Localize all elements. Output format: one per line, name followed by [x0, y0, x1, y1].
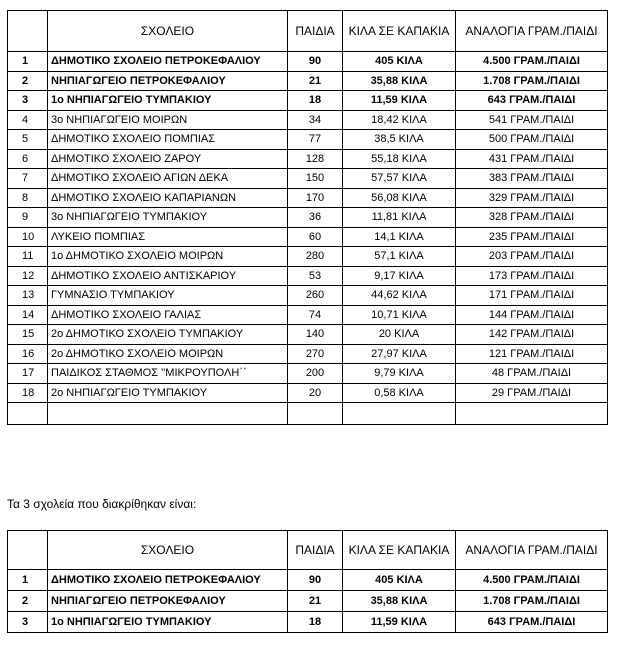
row-number: 13	[8, 286, 48, 306]
school-name: ΔΗΜΟΤΙΚΟ ΣΧΟΛΕΙΟ ΑΓΙΩΝ ΔΕΚΑ	[48, 169, 288, 189]
kilos-value: 9,79 ΚΙΛΑ	[343, 364, 456, 384]
children-count: 18	[288, 612, 343, 633]
table-row	[8, 52, 608, 72]
children-count: 21	[288, 71, 343, 91]
table-row	[8, 247, 608, 267]
school-name: ΔΗΜΟΤΙΚΟ ΣΧΟΛΕΙΟ ΓΑΛΙΑΣ	[48, 305, 288, 325]
table-row	[8, 169, 608, 189]
school-name: ΝΗΠΙΑΓΩΓΕΙΟ ΠΕΤΡΟΚΕΦΑΛΙΟΥ	[48, 591, 288, 612]
kilos-value: 35,88 ΚΙΛΑ	[343, 591, 456, 612]
row-number: 16	[8, 344, 48, 364]
header-school: ΣΧΟΛΕΙΟ	[48, 531, 288, 570]
children-count: 74	[288, 305, 343, 325]
ratio-value: 203 ΓΡΑΜ./ΠΑΙΔΙ	[456, 247, 608, 267]
empty-cell	[48, 403, 288, 425]
school-name: 3ο ΝΗΠΙΑΓΩΓΕΙΟ ΤΥΜΠΑΚΙΟΥ	[48, 208, 288, 228]
ratio-value: 1.708 ΓΡΑΜ./ΠΑΙΔΙ	[456, 71, 608, 91]
ratio-value: 541 ΓΡΑΜ./ΠΑΙΔΙ	[456, 110, 608, 130]
table-row	[8, 344, 608, 364]
ratio-value: 144 ΓΡΑΜ./ΠΑΙΔΙ	[456, 305, 608, 325]
table-row	[8, 208, 608, 228]
row-number: 2	[8, 71, 48, 91]
table-row	[8, 91, 608, 111]
school-name: ΔΗΜΟΤΙΚΟ ΣΧΟΛΕΙΟ ΑΝΤΙΣΚΑΡΙΟΥ	[48, 266, 288, 286]
children-count: 260	[288, 286, 343, 306]
school-name: 2ο ΝΗΠΙΑΓΩΓΕΙΟ ΤΥΜΠΑΚΙΟΥ	[48, 383, 288, 403]
school-name: 2ο ΔΗΜΟΤΙΚΟ ΣΧΟΛΕΙΟ ΤΥΜΠΑΚΙΟΥ	[48, 325, 288, 345]
ratio-value: 643 ΓΡΑΜ./ΠΑΙΔΙ	[456, 91, 608, 111]
ratio-value: 4.500 ΓΡΑΜ./ΠΑΙΔΙ	[456, 570, 608, 591]
kilos-value: 57,1 ΚΙΛΑ	[343, 247, 456, 267]
kilos-value: 11,59 ΚΙΛΑ	[343, 612, 456, 633]
kilos-value: 14,1 ΚΙΛΑ	[343, 227, 456, 247]
school-name: ΔΗΜΟΤΙΚΟ ΣΧΟΛΕΙΟ ΠΟΜΠΙΑΣ	[48, 130, 288, 150]
ratio-value: 1.708 ΓΡΑΜ./ΠΑΙΔΙ	[456, 591, 608, 612]
kilos-value: 56,08 ΚΙΛΑ	[343, 188, 456, 208]
school-name: ΝΗΠΙΑΓΩΓΕΙΟ ΠΕΤΡΟΚΕΦΑΛΙΟΥ	[48, 71, 288, 91]
ratio-value: 29 ΓΡΑΜ./ΠΑΙΔΙ	[456, 383, 608, 403]
children-count: 90	[288, 570, 343, 591]
row-number: 6	[8, 149, 48, 169]
ratio-value: 121 ΓΡΑΜ./ΠΑΙΔΙ	[456, 344, 608, 364]
children-count: 36	[288, 208, 343, 228]
school-name: ΔΗΜΟΤΙΚΟ ΣΧΟΛΕΙΟ ΚΑΠΑΡΙΑΝΩΝ	[48, 188, 288, 208]
kilos-value: 44,62 ΚΙΛΑ	[343, 286, 456, 306]
empty-cell	[8, 403, 48, 425]
table-row	[8, 149, 608, 169]
top-schools-table	[7, 530, 608, 633]
row-number: 11	[8, 247, 48, 267]
row-number: 18	[8, 383, 48, 403]
children-count: 200	[288, 364, 343, 384]
kilos-value: 0,58 ΚΙΛΑ	[343, 383, 456, 403]
row-number: 3	[8, 612, 48, 633]
table-row	[8, 305, 608, 325]
kilos-value: 55,18 ΚΙΛΑ	[343, 149, 456, 169]
ratio-value: 142 ΓΡΑΜ./ΠΑΙΔΙ	[456, 325, 608, 345]
table-row	[8, 227, 608, 247]
kilos-value: 9,17 ΚΙΛΑ	[343, 266, 456, 286]
ratio-value: 329 ΓΡΑΜ./ΠΑΙΔΙ	[456, 188, 608, 208]
children-count: 280	[288, 247, 343, 267]
table-header-row	[8, 531, 608, 570]
table-row	[8, 286, 608, 306]
row-number: 17	[8, 364, 48, 384]
top-schools-caption: Τα 3 σχολεία που διακρίθηκαν είναι:	[7, 497, 197, 511]
row-number: 12	[8, 266, 48, 286]
table-row	[8, 612, 608, 633]
school-name: ΓΥΜΝΑΣΙΟ ΤΥΜΠΑΚΙΟΥ	[48, 286, 288, 306]
table-row	[8, 364, 608, 384]
kilos-value: 10,71 ΚΙΛΑ	[343, 305, 456, 325]
ratio-value: 431 ΓΡΑΜ./ΠΑΙΔΙ	[456, 149, 608, 169]
table-row	[8, 266, 608, 286]
school-name: 1ο ΝΗΠΙΑΓΩΓΕΙΟ ΤΥΜΠΑΚΙΟΥ	[48, 612, 288, 633]
ratio-value: 173 ΓΡΑΜ./ΠΑΙΔΙ	[456, 266, 608, 286]
row-number: 1	[8, 570, 48, 591]
header-children: ΠΑΙΔΙΑ	[288, 11, 343, 52]
school-name: ΔΗΜΟΤΙΚΟ ΣΧΟΛΕΙΟ ΖΑΡΟΥ	[48, 149, 288, 169]
header-number	[8, 531, 48, 570]
empty-cell	[343, 403, 456, 425]
school-name: ΛΥΚΕΙΟ ΠΟΜΠΙΑΣ	[48, 227, 288, 247]
header-ratio: ΑΝΑΛΟΓΙΑ ΓΡΑΜ./ΠΑΙΔΙ	[456, 11, 608, 52]
table-row	[8, 570, 608, 591]
empty-cell	[288, 403, 343, 425]
children-count: 170	[288, 188, 343, 208]
ratio-value: 235 ΓΡΑΜ./ΠΑΙΔΙ	[456, 227, 608, 247]
table-row	[8, 71, 608, 91]
children-count: 21	[288, 591, 343, 612]
school-name: 1ο ΔΗΜΟΤΙΚΟ ΣΧΟΛΕΙΟ ΜΟΙΡΩΝ	[48, 247, 288, 267]
table-row	[8, 188, 608, 208]
row-number: 1	[8, 52, 48, 72]
table-row	[8, 325, 608, 345]
school-name: 3ο ΝΗΠΙΑΓΩΓΕΙΟ ΜΟΙΡΩΝ	[48, 110, 288, 130]
kilos-value: 405 ΚΙΛΑ	[343, 570, 456, 591]
ratio-value: 383 ΓΡΑΜ./ΠΑΙΔΙ	[456, 169, 608, 189]
ratio-value: 171 ΓΡΑΜ./ΠΑΙΔΙ	[456, 286, 608, 306]
kilos-value: 27,97 ΚΙΛΑ	[343, 344, 456, 364]
children-count: 18	[288, 91, 343, 111]
header-school: ΣΧΟΛΕΙΟ	[48, 11, 288, 52]
results-table	[7, 10, 608, 425]
row-number: 15	[8, 325, 48, 345]
kilos-value: 11,81 ΚΙΛΑ	[343, 208, 456, 228]
table-row	[8, 383, 608, 403]
kilos-value: 20 ΚΙΛΑ	[343, 325, 456, 345]
children-count: 77	[288, 130, 343, 150]
ratio-value: 4.500 ΓΡΑΜ./ΠΑΙΔΙ	[456, 52, 608, 72]
school-name: 2ο ΔΗΜΟΤΙΚΟ ΣΧΟΛΕΙΟ ΜΟΙΡΩΝ	[48, 344, 288, 364]
table-row	[8, 110, 608, 130]
ratio-value: 500 ΓΡΑΜ./ΠΑΙΔΙ	[456, 130, 608, 150]
school-name: 1ο ΝΗΠΙΑΓΩΓΕΙΟ ΤΥΜΠΑΚΙΟΥ	[48, 91, 288, 111]
header-kilos: ΚΙΛΑ ΣΕ ΚΑΠΑΚΙΑ	[343, 11, 456, 52]
header-ratio: ΑΝΑΛΟΓΙΑ ΓΡΑΜ./ΠΑΙΔΙ	[456, 531, 608, 570]
empty-row	[8, 403, 608, 425]
empty-cell	[456, 403, 608, 425]
row-number: 5	[8, 130, 48, 150]
children-count: 20	[288, 383, 343, 403]
kilos-value: 18,42 ΚΙΛΑ	[343, 110, 456, 130]
school-name: ΠΑΙΔΙΚΟΣ ΣΤΑΘΜΟΣ ''ΜΙΚΡΟΥΠΟΛΗ΄΄	[48, 364, 288, 384]
kilos-value: 38,5 ΚΙΛΑ	[343, 130, 456, 150]
children-count: 53	[288, 266, 343, 286]
school-name: ΔΗΜΟΤΙΚΟ ΣΧΟΛΕΙΟ ΠΕΤΡΟΚΕΦΑΛΙΟΥ	[48, 52, 288, 72]
row-number: 14	[8, 305, 48, 325]
header-number	[8, 11, 48, 52]
row-number: 2	[8, 591, 48, 612]
row-number: 8	[8, 188, 48, 208]
ratio-value: 48 ΓΡΑΜ./ΠΑΙΔΙ	[456, 364, 608, 384]
children-count: 140	[288, 325, 343, 345]
kilos-value: 35,88 ΚΙΛΑ	[343, 71, 456, 91]
children-count: 150	[288, 169, 343, 189]
children-count: 128	[288, 149, 343, 169]
children-count: 90	[288, 52, 343, 72]
table-row	[8, 591, 608, 612]
children-count: 60	[288, 227, 343, 247]
school-name: ΔΗΜΟΤΙΚΟ ΣΧΟΛΕΙΟ ΠΕΤΡΟΚΕΦΑΛΙΟΥ	[48, 570, 288, 591]
row-number: 3	[8, 91, 48, 111]
header-kilos: ΚΙΛΑ ΣΕ ΚΑΠΑΚΙΑ	[343, 531, 456, 570]
row-number: 7	[8, 169, 48, 189]
children-count: 34	[288, 110, 343, 130]
table-row	[8, 130, 608, 150]
kilos-value: 57,57 ΚΙΛΑ	[343, 169, 456, 189]
row-number: 4	[8, 110, 48, 130]
ratio-value: 328 ΓΡΑΜ./ΠΑΙΔΙ	[456, 208, 608, 228]
ratio-value: 643 ΓΡΑΜ./ΠΑΙΔΙ	[456, 612, 608, 633]
kilos-value: 405 ΚΙΛΑ	[343, 52, 456, 72]
table-header-row	[8, 11, 608, 52]
kilos-value: 11,59 ΚΙΛΑ	[343, 91, 456, 111]
children-count: 270	[288, 344, 343, 364]
row-number: 9	[8, 208, 48, 228]
header-children: ΠΑΙΔΙΑ	[288, 531, 343, 570]
row-number: 10	[8, 227, 48, 247]
